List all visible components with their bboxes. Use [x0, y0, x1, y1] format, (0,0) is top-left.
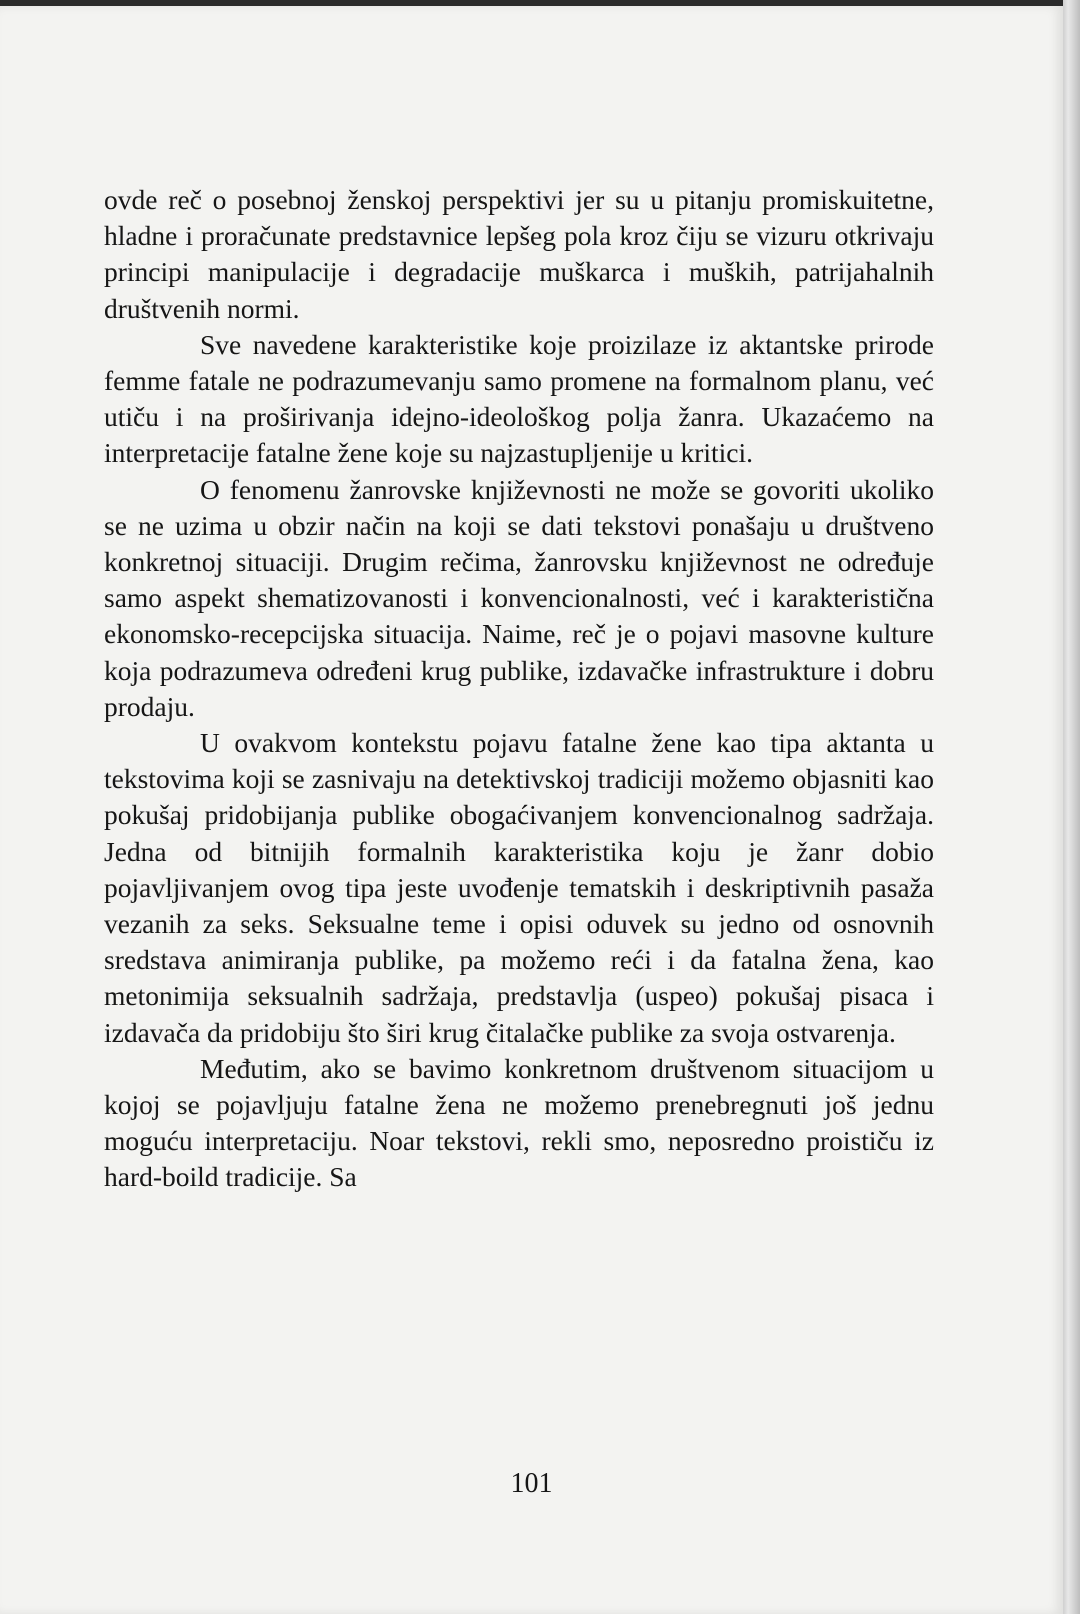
- paragraph-however: Međutim, ako se bavimo konkretnom društvenom situacijom u kojoj se pojavljuju fatalne žena ne možemo prenebregnuti još jednu moguću interpretaciju. Noar tekstovi, rekli smo, neposredno proističu iz hard-boild tradicije. Sa: [104, 1052, 934, 1193]
- body-text: [104, 182, 934, 1196]
- book-page-edge: [1063, 0, 1080, 1614]
- paragraph-context: U ovakvom kontekstu pojavu fatalne žene kao tipa aktanta u tekstovima koji se zasnivaju na detektivskoj tradiciji možemo objasniti kao pokušaj pridobijanja publike obogaćivanjem konvencionalnog sadržaja. Jedna od bitnijih formalnih karakteristika koju je žanr dobio pojavljivanjem ovog tipa jeste uvođenje tematskih i deskriptivnih pasaža vezanih za seks. Seksualne teme i opisi oduvek su jedno od osnovnih sredstava animiranja publike, pa možemo reći i da fatalna žena, kao metonimija seksualnih sadržaja, predstavlja (uspeo) pokušaj pisaca i izdavača da pridobiju što širi krug čitalačke publike za svoja ostvarenja.: [104, 727, 934, 1048]
- paragraph-characteristics: Sve navedene karakteristike koje proizilaze iz aktantske prirode femme fatale ne podrazumevanju samo promene na formalnom planu, već utiču i na proširivanja idejno-ideološkog polja žanra. Ukazaćemo na interpretacije fatalne žene koje su najzastupljenije u kritici.: [104, 328, 934, 469]
- paragraph-continuation: ovde reč o posebnoj ženskoj perspektivi jer su u pitanju promiskuitetne, hladne i proračunate predstavnice lepšeg pola kroz čiju se vizuru otkrivaju principi manipulacije i degradacije muškarca i muških, patrijahalnih društvenih normi.: [104, 184, 934, 324]
- book-page: [0, 6, 1063, 1614]
- page-number: 101: [510, 1468, 553, 1499]
- paragraph-genre-literature: O fenomenu žanrovske književnosti ne može se govoriti ukoliko se ne uzima u obzir način na koji se dati tekstovi ponašaju u društveno konkretnoj situaciji. Drugim rečima, žanrovsku književnost ne određuje samo aspekt shematizovanosti i konvencionalnosti, već i karakteristična ekonomsko-recepcijska situacija. Naime, reč je o pojavi masovne kulture koja podrazumeva određeni krug publike, izdavačke infrastrukture i dobru prodaju.: [104, 473, 934, 722]
